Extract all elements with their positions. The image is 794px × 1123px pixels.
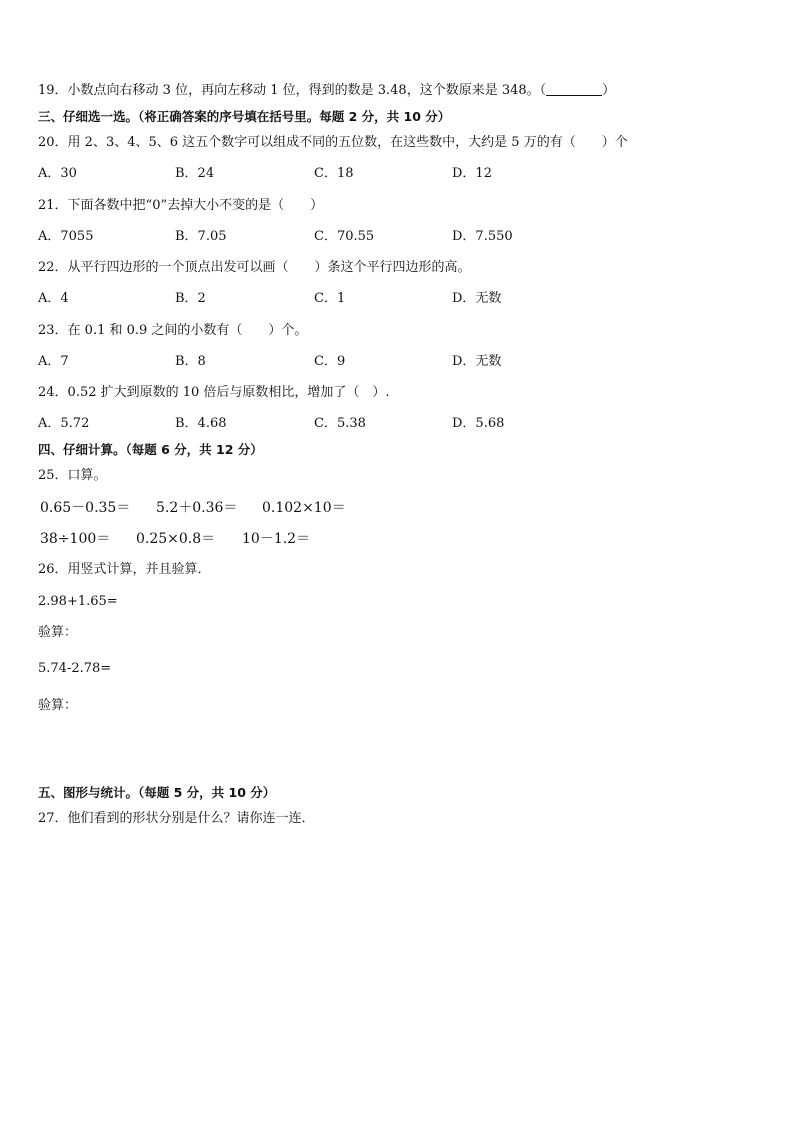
q21-option-c[interactable]: C．70.55 [314,229,375,244]
q24-option-c[interactable]: C．5.38 [314,416,366,431]
question-25-text: 25．口算。 [38,468,107,483]
q20-option-a[interactable]: A．30 [38,166,77,181]
q23-option-a[interactable]: A．7 [38,354,69,369]
question-26-text: 26．用竖式计算，并且验算． [38,562,211,577]
q23-option-c[interactable]: C．9 [314,354,346,369]
oral-calc-item: 10－1.2＝ [242,531,311,547]
q23-option-d[interactable]: D．无数 [452,354,502,369]
section-5-heading: 五、图形与统计。（每题 5 分，共 10 分） [38,785,276,800]
q23-option-b[interactable]: B．8 [175,354,206,369]
vertical-calc-expression-2: 5.74-2.78= [38,661,112,676]
question-19-close: ） [602,83,616,98]
oral-calc-item: 38÷100＝ [40,531,111,547]
oral-calc-item: 0.102×10＝ [262,500,346,516]
q22-option-a[interactable]: A．4 [38,291,69,306]
question-21-text: 21．下面各数中把“0”去掉大小不变的是（ ） [38,198,324,213]
q22-option-d[interactable]: D．无数 [452,291,502,306]
check-label-1: 验算： [38,625,78,640]
question-20-text: 20．用 2、3、4、5、6 这五个数字可以组成不同的五位数，在这些数中，大约是 5 万的有（ ）个 [38,135,628,150]
q21-option-b[interactable]: B．7.05 [175,229,227,244]
question-22-text: 22．从平行四边形的一个顶点出发可以画（ ）条这个平行四边形的高。 [38,260,471,275]
question-19 [38,82,615,100]
vertical-calc-expression-1: 2.98+1.65= [38,594,118,609]
q20-option-b[interactable]: B．24 [175,166,215,181]
q24-option-b[interactable]: B．4.68 [175,416,227,431]
q24-option-d[interactable]: D．5.68 [452,416,505,431]
check-label-2: 验算： [38,698,78,713]
q22-option-b[interactable]: B．2 [175,291,206,306]
question-19-text: 19．小数点向右移动 3 位，再向左移动 1 位，得到的数是 3.48，这个数原来是 348。（ [38,83,547,98]
q20-option-d[interactable]: D．12 [452,166,492,181]
oral-calc-item: 5.2＋0.36＝ [156,500,238,516]
question-23-text: 23．在 0.1 和 0.9 之间的小数有（ ）个。 [38,323,308,338]
answer-blank[interactable] [546,82,602,96]
oral-calc-item: 0.25×0.8＝ [136,531,216,547]
question-27-text: 27．他们看到的形状分别是什么？请你连一连． [38,811,315,826]
q22-option-c[interactable]: C．1 [314,291,346,306]
question-24-text: 24．0.52 扩大到原数的 10 倍后与原数相比，增加了（ ）. [38,385,390,400]
section-3-heading: 三、仔细选一选。（将正确答案的序号填在括号里。每题 2 分，共 10 分） [38,109,451,124]
q21-option-a[interactable]: A．7055 [38,229,94,244]
section-4-heading: 四、仔细计算。（每题 6 分，共 12 分） [38,442,263,457]
q21-option-d[interactable]: D．7.550 [452,229,513,244]
oral-calc-item: 0.65－0.35＝ [40,500,131,516]
q24-option-a[interactable]: A．5.72 [38,416,90,431]
q20-option-c[interactable]: C．18 [314,166,354,181]
